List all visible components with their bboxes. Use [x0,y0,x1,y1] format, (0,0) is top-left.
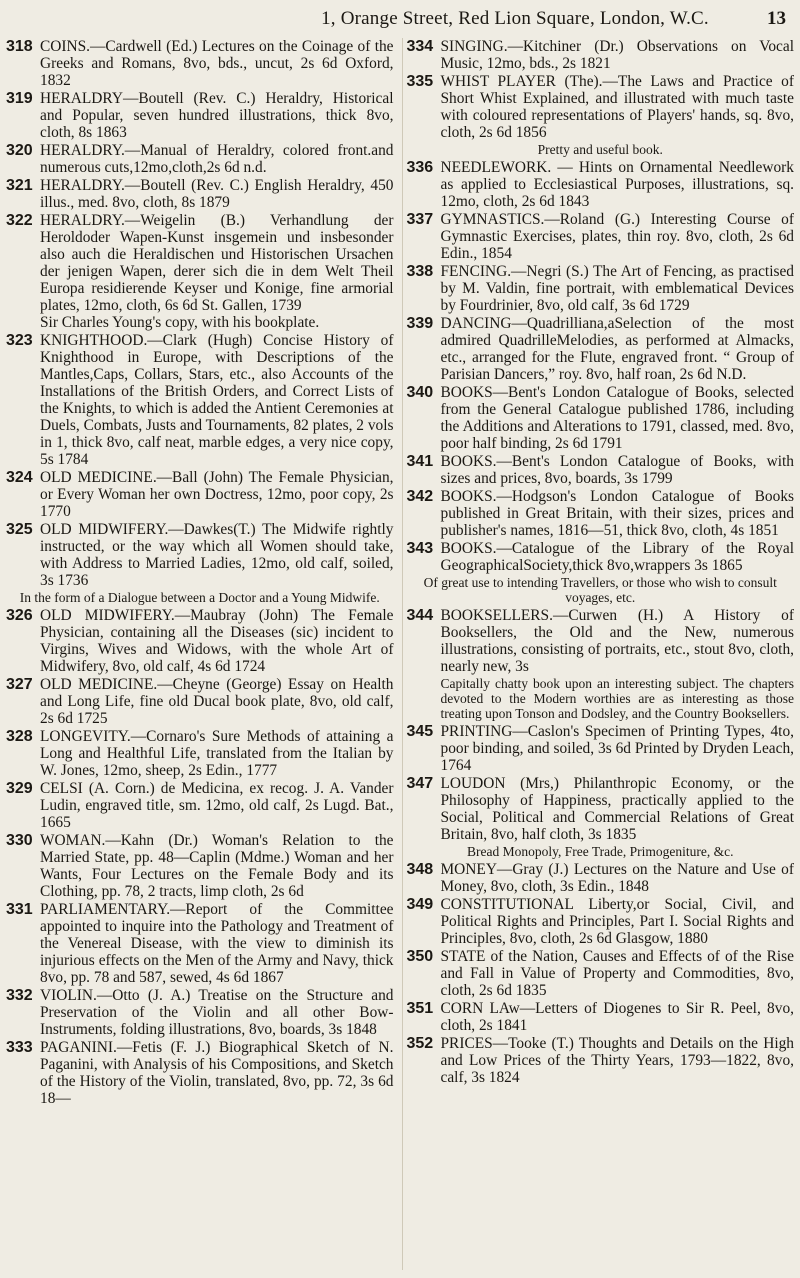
entry-text: CORN LAw—Letters of Diogenes to Sir R. Peel, 8vo, cloth, 2s 1841 [440,1000,794,1034]
entry-number: 341 [406,453,434,470]
catalogue-entry [6,1039,394,1107]
catalogue-entry [6,901,394,986]
entry-text: HERALDRY.—Weigelin (B.) Verhandlung der Heroldoder Wapen-Kunst insgemein und insbesonder also auch die Heraldischen und Historischen Ursachen der jenigen Wapen, derer sich die in dem Welt Theil Europa residierende Keyser und Konige, fine armorial plates, 12mo, cloth, 6s 6d St. Gallen, 1739 Sir Charles Young's copy, with his bookplate. [40,212,394,331]
entry-text: PRICES—Tooke (T.) Thoughts and Details on the High and Low Prices of the Thirty Years, 1793—1822, 8vo, calf, 3s 1824 [440,1035,794,1086]
entry-number: 343 [406,540,434,557]
entry-text: DANCING—Quadrilliana,aSelection of the most admired QuadrilleMelodies, as performed at Almacks, etc., arranged for the Flute, engraved front. “ Group of Parisian Dancers,” roy. 8vo, half roan, 2s 6d N.D. [440,315,794,383]
catalogue-entry [407,540,795,574]
entry-number: 344 [406,607,434,624]
entry-number: 340 [406,384,434,401]
catalogue-entry [6,987,394,1038]
catalogue-entry [6,676,394,727]
entry-note: Of great use to intending Travellers, or those who wish to consult voyages, etc. [423,575,777,605]
header-address: 1, Orange Street, Red Lion Square, London, W.C. [321,8,709,29]
entry-text: PRINTING—Caslon's Specimen of Printing Types, 4to, poor binding, and soiled, 3s 6d Printed by Dryden Leach, 1764 [440,723,794,774]
entry-number: 332 [6,987,33,1004]
entry-number: 345 [406,723,434,740]
entry-note: Bread Monopoly, Free Trade, Primogeniture, &c. [467,844,734,859]
entry-number: 337 [406,211,434,228]
catalogue-entry [407,453,795,487]
entry-text: GYMNASTICS.—Roland (G.) Interesting Course of Gymnastic Exercises, plates, thin roy. 8vo, cloth, 2s 6d Edin., 1854 [440,211,794,262]
catalogue-entry [407,775,795,843]
entry-text: WHIST PLAYER (The).—The Laws and Practice of Short Whist Explained, and illustrated with much taste with coloured representations of Players' hands, sq. 8vo, cloth, 2s 6d 1856 [440,73,794,141]
catalogue-entry [6,728,394,779]
entry-note: Pretty and useful book. [537,142,663,157]
entry-text: HERALDRY.—Boutell (Rev. C.) English Heraldry, 450 illus., med. 8vo, cloth, 8s 1879 [40,177,394,211]
catalogue-entry [6,832,394,900]
entry-text: HERALDRY—Boutell (Rev. C.) Heraldry, Historical and Popular, seven hundred illustrations, thick 8vo, cloth, 8s 1863 [40,90,394,141]
entry-note: Capitally chatty book upon an interesting subject. The chapters devoted to the Modern worthies are as interesting as those treating upon Tonson and Dodsley, and the Country Booksellers. [440,676,794,721]
entry-text: OLD MEDICINE.—Ball (John) The Female Physician, or Every Woman her own Doctress, 12mo, poor copy, 2s 1770 [40,469,394,520]
entry-text: BOOKS.—Hodgson's London Catalogue of Books published in Great Britain, with their sizes, prices and publisher's names, 1816—51, thick 8vo, cloth, 4s 1851 [440,488,794,539]
entry-text: NEEDLEWORK. — Hints on Ornamental Needlework as applied to Ecclesiastical Purposes, illustrations, sq. 12mo, cloth, 2s 6d 1843 [440,159,794,210]
entry-text: COINS.—Cardwell (Ed.) Lectures on the Coinage of the Greeks and Romans, 8vo, bds., uncut, 2s 6d Oxford, 1832 [40,38,394,89]
catalogue-entry [6,332,394,468]
entry-text: BOOKS.—Bent's London Catalogue of Books, with sizes and prices, 8vo, boards, 3s 1799 [440,453,794,487]
entry-text: LOUDON (Mrs,) Philanthropic Economy, or the Philosophy of Happiness, practically applied to the Social, Political and Commercial Relations of Great Britain, 8vo, half cloth, 3s 1835 [440,775,794,843]
catalogue-entry [6,177,394,211]
entry-text: PAGANINI.—Fetis (F. J.) Biographical Sketch of N. Paganini, with Analysis of his Compositions, and Sketch of the History of the Violin, translated, 8vo, pp. 72, 3s 6d 18— [40,1039,394,1107]
entry-number: 325 [6,521,33,538]
entry-number: 327 [6,676,33,693]
catalogue-entry [6,142,394,176]
entry-text: HERALDRY.—Manual of Heraldry, colored front.and numerous cuts,12mo,cloth,2s 6d n.d. [40,142,394,176]
entry-text: STATE of the Nation, Causes and Effects of of the Rise and Fall in Value of Property and Commodities, 8vo, cloth, 2s 6d 1835 [440,948,794,999]
entry-number: 349 [406,896,434,913]
catalogue-entry [407,948,795,999]
entry-text: PARLIAMENTARY.—Report of the Committee appointed to inquire into the Pathology and Treatment of the Venereal Disease, with the view to diminish its injurious effects on the Men of the Army and Navy, thick 8vo, pp. 78 and 587, sewed, 4s 6d 1867 [40,901,394,986]
catalogue-entry [6,780,394,831]
entry-number: 320 [6,142,33,159]
entry-number: 319 [6,90,33,107]
catalogue-entry [6,469,394,520]
catalogue-entry [407,315,795,383]
entry-number: 339 [406,315,434,332]
entry-text: OLD MIDWIFERY.—Maubray (John) The Female Physician, containing all the Diseases (sic) incident to Virgins, Wives and Widows, with the whole Art of Midwifery, 8vo, old calf, 4s 6d 1724 [40,607,394,675]
entry-number: 342 [406,488,434,505]
catalogue-entry [6,38,394,89]
entry-number: 331 [6,901,33,918]
entry-text: BOOKSELLERS.—Curwen (H.) A History of Booksellers, the Old and the New, numerous illustrations, consisting of portraits, etc., stout 8vo, cloth, nearly new, 3s [440,607,794,675]
entry-number: 321 [6,177,33,194]
entry-note: In the form of a Dialogue between a Doctor and a Young Midwife. [19,590,380,605]
entry-text: BOOKS.—Catalogue of the Library of the Royal GeographicalSociety,thick 8vo,wrappers 3s 1865 [440,540,794,574]
entry-text: MONEY—Gray (J.) Lectures on the Nature and Use of Money, 8vo, cloth, 3s Edin., 1848 [440,861,794,895]
entry-number: 330 [6,832,33,849]
catalogue-entry [407,1000,795,1034]
catalogue-entry [407,263,795,314]
entry-number: 338 [406,263,434,280]
catalogue-entry [407,607,795,675]
catalogue-entry [407,211,795,262]
entry-number: 347 [406,775,434,792]
entry-number: 322 [6,212,33,229]
page-header [0,0,800,34]
right-column [402,38,795,1270]
entry-text: LONGEVITY.—Cornaro's Sure Methods of attaining a Long and Healthful Life, translated from the Italian by W. Jones, 12mo, sheep, 2s Edin., 1777 [40,728,394,779]
entry-number: 328 [6,728,33,745]
entry-text: KNIGHTHOOD.—Clark (Hugh) Concise History of Knighthood in Europe, with Descriptions of the Mantles,Caps, Collars, Stars, etc., also Accounts of the Installations of the British Orders, and Correct Lists of the Knights, to which is added the Antient Ceremonies at Duels, Combats, Justs and Tournaments, 82 plates, 2 vols in 1, thick 8vo, calf neat, marble edges, a very nice copy, 5s 1784 [40,332,394,468]
entry-number: 351 [406,1000,434,1017]
catalogue-entry [407,38,795,72]
entry-text: FENCING.—Negri (S.) The Art of Fencing, as practised by M. Valdin, fine portrait, with emblematical Devices by Fourdrinier, 8vo, old calf, 3s 6d 1729 [440,263,794,314]
catalogue-entry [407,159,795,210]
catalogue-entry [6,90,394,141]
catalogue-entry [407,384,795,452]
catalogue-entry [407,896,795,947]
catalogue-entry [407,73,795,141]
entry-text: OLD MEDICINE.—Cheyne (George) Essay on Health and Long Life, fine old Ducal book plate, 8vo, old calf, 2s 6d 1725 [40,676,394,727]
entry-text: CONSTITUTIONAL Liberty,or Social, Civil, and Political Rights and Principles, Part I. Social Rights and Principles, 8vo, cloth, 2s 6d Glasgow, 1880 [440,896,794,947]
entry-number: 335 [406,73,434,90]
entry-number: 334 [406,38,434,55]
entry-number: 333 [6,1039,33,1056]
catalogue-entry [6,607,394,675]
catalogue-entry [6,521,394,589]
entry-text: SINGING.—Kitchiner (Dr.) Observations on Vocal Music, 12mo, bds., 2s 1821 [440,38,794,72]
entry-number: 336 [406,159,434,176]
entry-number: 326 [6,607,33,624]
entry-text: OLD MIDWIFERY.—Dawkes(T.) The Midwife rightly instructed, or the way which all Women should take, with Address to Married Ladies, 12mo, old calf, soiled, 3s 1736 [40,521,394,589]
catalogue-entry [6,212,394,331]
entry-text: VIOLIN.—Otto (J. A.) Treatise on the Structure and Preservation of the Violin and all other Bow-Instruments, folding illustrations, 8vo, boards, 3s 1848 [40,987,394,1038]
catalogue-entry [407,488,795,539]
entry-text: CELSI (A. Corn.) de Medicina, ex recog. J. A. Vander Ludin, engraved title, sm. 12mo, old calf, 2s Lugd. Bat., 1665 [40,780,394,831]
catalogue-entry [407,861,795,895]
entry-text: WOMAN.—Kahn (Dr.) Woman's Relation to the Married State, pp. 48—Caplin (Mdme.) Woman and her Wants, Four Lectures on the Female Body and its Clothing, pp. 78, 2 tracts, limp cloth, 2s 6d [40,832,394,900]
page-number: 13 [767,8,786,29]
entry-number: 352 [406,1035,434,1052]
entry-number: 323 [6,332,33,349]
entry-number: 350 [406,948,434,965]
entry-number: 329 [6,780,33,797]
left-column [6,38,394,1270]
catalogue-entry [407,723,795,774]
entry-text: BOOKS—Bent's London Catalogue of Books, selected from the General Catalogue published 1786, including the Additions and Alterations to 1791, classed, med. 8vo, poor half binding, 2s 6d 1791 [440,384,794,452]
columns [6,38,794,1270]
entry-number: 318 [6,38,33,55]
entry-number: 324 [6,469,33,486]
entry-number: 348 [406,861,434,878]
catalogue-entry [407,1035,795,1086]
